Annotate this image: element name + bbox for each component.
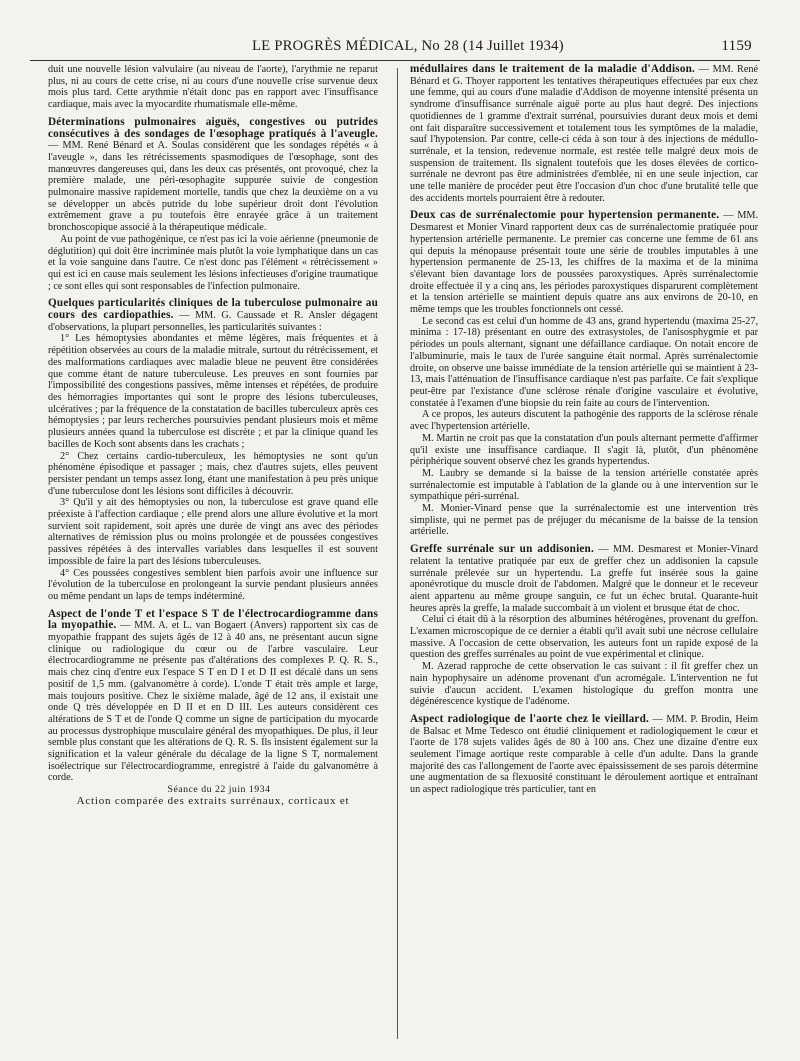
journal-title: LE PROGRÈS MÉDICAL, No 28 (14 Juillet 1934)	[252, 38, 564, 54]
paragraph: 1° Les hémoptysies abondantes et même légères, mais fréquentes et à répétition observées au cours de la maladie mitrale, surtout du rétrécissement, et des malformations cardiaques avec maladie bleue ne peuvent être considérées que comme étant de nature tuberculeuse. Les preuves en sont fournies par l'impossibilité des congestions passives, même intenses et répétées, de produire des hémorragies importantes qui sont le propre des lésions tuberculeuses, ulcératives ; par la fréquence de la constatation de bacilles tuberculeux après ces hémoptysies ; par leurs recherches poursuivies pendant plusieurs mois et même plusieurs années quand la tuberculose est discrète ; et par la clinique quand les bacilles de Koch sont absents dans les crachats ;	[48, 333, 378, 450]
section-title: Deux cas de surrénalectomie pour hypertension permanente.	[410, 209, 720, 222]
column-divider	[397, 68, 398, 1039]
header-rule	[30, 60, 760, 61]
paragraph: 2° Chez certains cardio-tuberculeux, les hémoptysies ne sont qu'un phénomène épisodique et passager ; mais, chez d'autres sujets, elles peuvent persister pendant un temps assez long, étant une manifestation à peu près unique d'une tuberculose dont les lésions sont difficiles à découvrir.	[48, 450, 378, 497]
section-text: — MM. A. et L. van Bogaert (Anvers) rapportent six cas de myopathie frappant des sujets âgés de 12 à 40 ans, ne présentant aucun signe clinique ou radiologique du cœur ou de l'arbre vasculaire. Leur électrocardiogramme ne présente pas d'altérations des complexes P. Q. R. S., mais chez cinq d'entre eux l'espace S T en D I et D II est décalé dans un sens positif de 1,5 mm. (galvanomètre à corde). L'onde T était très ample et large, mais toujours positive. Chez le sixième malade, âgé de 12 ans, il existait une onde Q très développée en D II et en D III. Les auteurs considèrent ces altérations de S T et de l'onde Q comme un signe de participation du myocarde au processus dystrophique musculaire général des myopathiques. De plus, il leur semble plus constant que les altérations de Q. R. S. Ils insistent également sur la signification et la valeur générale du décalage de la ligne S T, normalement isoélectrique sur l'électrocardiogramme, enregistré à l'aide du galvanomètre à corde.	[48, 620, 378, 784]
section-text: — MM. Desmarest et Monier-Vinard relatent la tentative pratiquée par eux de greffer chez un addisonien la capsule surrénale prélevée sur un hypertendu. La greffe fut insérée sous la gaine aponévrotique du muscle droit de l'abdomen. Malgré que le donneur et le receveur aient appartenu au même groupe sanguin, ce fut un échec brutal. Quarante-huit heures après la greffe, la malade succombait à un violent et brusque état de choc.	[410, 544, 759, 614]
paragraph: duit une nouvelle lésion valvulaire (au niveau de l'aorte), l'arythmie ne reparut plus, ni au cours de cette crise, ni au cours d'une nouvelle crise survenue deux mois plus tard. Cette arythmie n'était donc pas en rapport avec l'insuffisance cardiaque, mais avec la myocardite rhumatismale elle-même.	[48, 64, 378, 111]
section-text: — MM. Desmarest et Monier Vinard rapportent deux cas de surrénalectomie pratiquée pour hypertension artérielle permanente. Le premier cas concerne une femme de 61 ans qui depuis la ménopause présentait toute une série de troubles imputables à une hypertension permanente de 25-13, les chiffres de la maxima et de la minima s'élevant bien davantage lors de poussées paroxystiques. Après surrénalectomie droite effectuée il y a cinq ans, les périodes paroxystiques disparurent complètement et la tension artérielle se maintient depuis quatre ans aux environs de 20-10, en même temps que les troubles fonctionnels ont cessé.	[410, 210, 758, 316]
left-column	[48, 64, 378, 808]
right-column	[410, 64, 758, 796]
section-title: Quelques particularités cliniques de la tuberculose pulmonaire au cours des cardiopathies.	[48, 297, 378, 322]
section-text: — MM. René Bénard et G. Thoyer rapportent les tentatives thérapeutiques effectuées par eux chez une femme, qui au cours d'une maladie d'Addison de moyenne intensité présenta un syndrome d'insuffisance surrénale aiguë porte au plus haut degré. Des injections quotidiennes de 1 gramme d'extrait surrénal, poursuivies durant deux mois et demi ont fait disparaître successivement et totalement tous les symptômes de la maladie, sauf l'hypotension. Par contre, celle-ci céda à son tour à des injections de médullo-surrénale, et la tension, redevenue normale, est restée telle malgré deux mois de suspension de traitement. Ils signalent toutefois que les doses élevées de cortico-surrénale ne devront pas être administrées d'emblée, ni en une seule injection, car une telle manière de procéder peut être l'occasion d'un choc d'une brutalité telle que des accidents mortels pourraient être à redouter.	[410, 64, 758, 204]
paragraph: Le second cas est celui d'un homme de 43 ans, grand hypertendu (maxima 25-27, minima : 17-18) présentant en outre des extrasystoles, de l'anisosphygmie et par périodes un pouls alternant, signant une défaillance cardiaque. On notait encore de l'albuminurie, mais le taux de l'urée sanguine était normal. Après surrénalectomie droite, on observe une baisse immédiate de la tension artérielle qui se maintient à 23-13, mais l'atténuation de l'insuffisance cardiaque n'est pas parfaite. Ce fait s'explique peut-être par l'existance d'une sclérose rénale d'origine vasculaire et évolutive, constatée à l'examen d'une biopsie du rein faite au cours de l'intervention.	[410, 315, 758, 409]
section-title: médullaires dans le traitement de la maladie d'Addison.	[410, 63, 696, 75]
paragraph: 4° Ces poussées congestives semblent bien parfois avoir une influence sur l'évolution de la tuberculose en prolongeant la survie pendant plusieurs années ou même pendant un laps de temps indéterminé.	[48, 567, 378, 602]
paragraph: Celui ci était dû à la résorption des albumines hétérogènes, provenant du greffon. L'examen microscopique de ce dernier a établi qu'il avait subi une nécrose cellulaire massive. A l'occasion de cette observation, les auteurs font un rapide exposé de la question des greffes surrénales au point de vue expérimental et clinique.	[410, 614, 758, 661]
next-section-title: Action comparée des extraits surrénaux, corticaux et	[76, 794, 350, 807]
section-title: Aspect radiologique de l'aorte chez le vieillard.	[410, 712, 650, 725]
paragraph: 3° Qu'il y ait des hémoptysies ou non, la tuberculose est grave quand elle préexiste à l'affection cardiaque ; elle prend alors une allure évolutive et la mort survient soit rapidement, soit après une durée de vingt ans avec des périodes alternatives de rémission plus ou moins prolongée et de poussées congestives passives répétées à des intervalles variables dans lesquelles il est souvent impossible de faire la part des lésions tuberculeuses.	[48, 497, 378, 567]
paragraph: M. Martin ne croit pas que la constatation d'un pouls alternant permette d'affirmer qu'il existe une insuffisance cardiaque. Il s'agit là, plutôt, d'un phénomène périphérique souvent observé chez les grands hypertendus.	[410, 432, 758, 468]
page-number: 1159	[721, 38, 752, 54]
section-title: Greffe surrénale sur un addisonien.	[410, 543, 594, 556]
section-title: Déterminations pulmonaires aiguës, congestives ou putrides consécutives à des sondages de l'œsophage pratiqués à l'aveugle.	[48, 115, 378, 140]
paragraph: Au point de vue pathogénique, ce n'est pas ici la voie aérienne (pneumonie de déglutition) qui doit être incriminée mais plutôt la voie lymphatique dans un cas et la voie sanguine dans l'autre. Ce n'est donc pas l'élément « rétrécissement » qui est ici en cause mais seulement les lésions infectieuses d'origine traumatique ; ce sont elles qui sont responsables de l'infection pulmonaire.	[48, 233, 378, 292]
paragraph: M. Monier-Vinard pense que la surrénalectomie est une intervention très simpliste, qui ne permet pas de préjuger du mécanisme de la baisse de la tension artérielle.	[410, 503, 758, 538]
running-head	[56, 38, 760, 58]
section-title: Aspect de l'onde T et l'espace S T de l'électrocardiogramme dans la myopathie.	[48, 607, 378, 632]
section-text: — MM. G. Caussade et R. Ansler dégagent d'observations, la plupart personnelles, les particularités suivantes :	[48, 310, 378, 333]
paragraph: M. Azerad rapproche de cette observation le cas suivant : il fit greffer chez un nain hypophysaire un adénome provenant d'un acromégale. L'intervention ne fut suivie d'aucun accident. L'examen histologique du greffon montra une dégénérescence kystique de l'adénome.	[410, 661, 758, 708]
session-date: Séance du 22 juin 1934	[167, 784, 271, 796]
paragraph: M. Laubry se demande si la baisse de la tension artérielle constatée après surrénalectomie est imputable à l'ablation de la glande ou à une intervention sur le sympathique péri-surrénal.	[410, 467, 758, 503]
section-text: — MM. René Bénard et A. Soulas considèrent que les sondages répétés « à l'aveugle », dans les rétrécissements spasmodiques de l'œsophage, sont des manœuvres dangereuses qui, dans les deux cas présentés, ont provoqué, chez la première malade, une péri-œsophagite suppurée suivie de congestion pulmonaire massive rapidement mortelle, tandis que chez la deuxième on a vu se développer un abcès putride du lobe supérieur droit dont l'évolution extrêmement grave a pu toutefois être enrayée grâce à un traitement bronchoscopique associé à la thérapeutique médicale.	[48, 140, 378, 234]
section-text: — MM. P. Brodin, Heim de Balsac et Mme Tedesco ont étudié cliniquement et radiologiquement le cœur et l'aorte de 178 sujets valides âgés de 80 à 100 ans. Chez une dizaine d'entre eux seulement l'image aortique reste comparable à celle d'un adulte. Dans la grande majorité des cas l'allongement de l'aorte avec épaississement de ses parois détermine une augmentation de sa flexuosité constituant le déroulement aortique et entraînant un aspect radiologique très particulier, tant en	[410, 713, 758, 796]
paragraph: A ce propos, les auteurs discutent la pathogénie des rapports de la sclérose rénale avec l'hypertension artérielle.	[410, 409, 758, 433]
